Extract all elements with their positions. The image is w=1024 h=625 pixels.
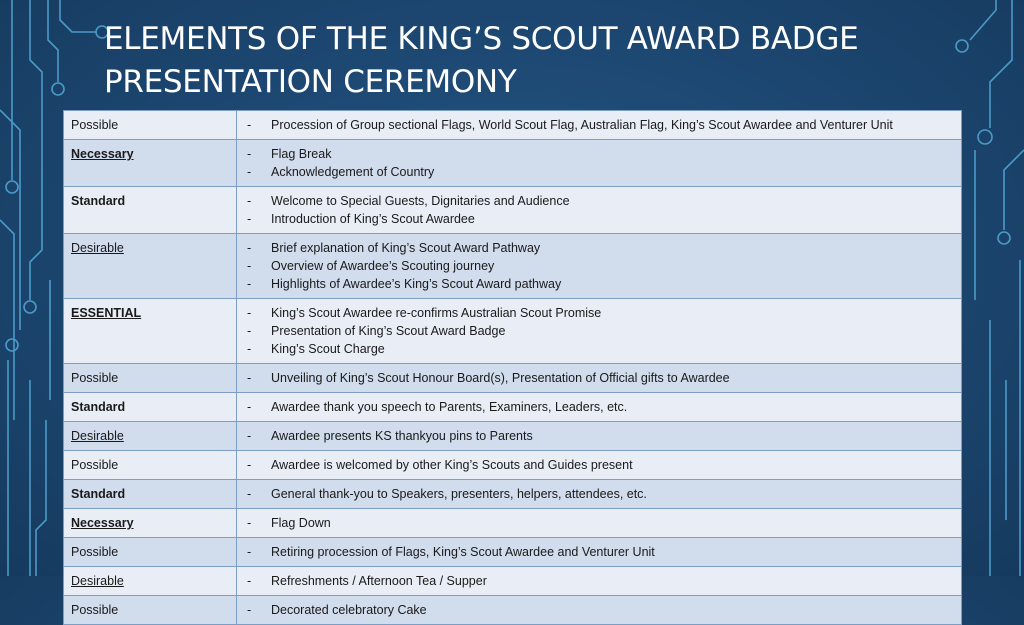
bullet-dash: -	[247, 165, 252, 179]
elements-cell	[237, 111, 962, 140]
bullet-dash: -	[247, 371, 252, 385]
priority-cell	[64, 451, 237, 480]
table-row	[64, 451, 962, 480]
element-text: Awardee thank you speech to Parents, Examiners, Leaders, etc.	[271, 400, 628, 414]
bullet-dash: -	[247, 194, 252, 208]
element-text: Refreshments / Afternoon Tea / Supper	[271, 574, 487, 588]
priority-cell	[64, 480, 237, 509]
element-text: Flag Break	[271, 147, 332, 161]
elements-cell	[237, 480, 962, 509]
priority-level: Necessary	[71, 516, 134, 530]
table-row	[64, 422, 962, 451]
title-line-2: PRESENTATION CEREMONY	[104, 64, 517, 100]
bullet-dash: -	[247, 487, 252, 501]
table-row	[64, 299, 962, 364]
priority-cell	[64, 393, 237, 422]
element-text: Unveiling of King’s Scout Honour Board(s), Presentation of Official gifts to Awardee	[271, 371, 730, 385]
bullet-dash: -	[247, 400, 252, 414]
bullet-dash: -	[247, 603, 252, 617]
elements-cell	[237, 451, 962, 480]
list-item	[244, 192, 954, 210]
table-row	[64, 509, 962, 538]
elements-cell	[237, 299, 962, 364]
bullet-dash: -	[247, 324, 252, 338]
priority-cell	[64, 140, 237, 187]
priority-cell	[64, 509, 237, 538]
element-text: General thank-you to Speakers, presenters, helpers, attendees, etc.	[271, 487, 647, 501]
table-row	[64, 538, 962, 567]
bullet-dash: -	[247, 147, 252, 161]
priority-level: Standard	[71, 400, 126, 414]
element-text: Brief explanation of King’s Scout Award Pathway	[271, 241, 541, 255]
list-item	[244, 572, 954, 590]
priority-cell	[64, 234, 237, 299]
list-item	[244, 456, 954, 474]
priority-level: Possible	[71, 371, 119, 385]
list-item	[244, 427, 954, 445]
bullet-dash: -	[247, 458, 252, 472]
elements-cell	[237, 538, 962, 567]
bullet-dash: -	[247, 277, 252, 291]
bullet-dash: -	[247, 574, 252, 588]
bullet-dash: -	[247, 342, 252, 356]
element-text: Awardee presents KS thankyou pins to Parents	[271, 429, 533, 443]
ceremony-elements-table	[63, 110, 962, 625]
list-item	[244, 514, 954, 532]
list-item	[244, 116, 954, 134]
list-item	[244, 275, 954, 293]
priority-level: Standard	[71, 194, 126, 208]
page-title	[104, 18, 984, 104]
list-item	[244, 210, 954, 228]
priority-level: Standard	[71, 487, 126, 501]
priority-cell	[64, 538, 237, 567]
list-item	[244, 304, 954, 322]
bullet-dash: -	[247, 516, 252, 530]
element-text: Flag Down	[271, 516, 331, 530]
element-text: Decorated celebratory Cake	[271, 603, 427, 617]
priority-level: Necessary	[71, 147, 134, 161]
priority-level: ESSENTIAL	[71, 306, 142, 320]
priority-level: Possible	[71, 118, 119, 132]
table-row	[64, 393, 962, 422]
bullet-dash: -	[247, 429, 252, 443]
list-item	[244, 398, 954, 416]
priority-cell	[64, 299, 237, 364]
element-text: Highlights of Awardee’s King’s Scout Award pathway	[271, 277, 562, 291]
element-text: Retiring procession of Flags, King’s Scout Awardee and Venturer Unit	[271, 545, 655, 559]
bullet-dash: -	[247, 241, 252, 255]
element-text: Awardee is welcomed by other King’s Scouts and Guides present	[271, 458, 633, 472]
bullet-dash: -	[247, 212, 252, 226]
priority-level: Desirable	[71, 241, 124, 255]
table-body	[64, 111, 962, 625]
priority-level: Possible	[71, 545, 119, 559]
elements-cell	[237, 567, 962, 596]
priority-cell	[64, 422, 237, 451]
table-row	[64, 567, 962, 596]
elements-cell	[237, 234, 962, 299]
priority-cell	[64, 187, 237, 234]
table-row	[64, 111, 962, 140]
priority-level: Desirable	[71, 574, 124, 588]
element-text: King’s Scout Awardee re-confirms Australian Scout Promise	[271, 306, 602, 320]
list-item	[244, 257, 954, 275]
elements-cell	[237, 364, 962, 393]
list-item	[244, 322, 954, 340]
element-text: Overview of Awardee’s Scouting journey	[271, 259, 495, 273]
priority-cell	[64, 567, 237, 596]
element-text: Procession of Group sectional Flags, World Scout Flag, Australian Flag, King’s Scout Awardee and Venturer Unit	[271, 118, 893, 132]
title-line-1: ELEMENTS OF THE KING’S SCOUT AWARD BADGE	[104, 21, 859, 57]
table-row	[64, 187, 962, 234]
priority-level: Possible	[71, 603, 119, 617]
list-item	[244, 485, 954, 503]
bullet-dash: -	[247, 118, 252, 132]
list-item	[244, 543, 954, 561]
table-row	[64, 596, 962, 625]
priority-level: Desirable	[71, 429, 124, 443]
priority-cell	[64, 364, 237, 393]
elements-cell	[237, 509, 962, 538]
bullet-dash: -	[247, 545, 252, 559]
table-row	[64, 480, 962, 509]
list-item	[244, 601, 954, 619]
bullet-dash: -	[247, 259, 252, 273]
elements-cell	[237, 187, 962, 234]
list-item	[244, 145, 954, 163]
element-text: Acknowledgement of Country	[271, 165, 435, 179]
element-text: Presentation of King’s Scout Award Badge	[271, 324, 506, 338]
elements-cell	[237, 140, 962, 187]
elements-cell	[237, 422, 962, 451]
list-item	[244, 239, 954, 257]
elements-cell	[237, 596, 962, 625]
bullet-dash: -	[247, 306, 252, 320]
table-row	[64, 364, 962, 393]
list-item	[244, 163, 954, 181]
priority-cell	[64, 111, 237, 140]
element-text: Introduction of King’s Scout Awardee	[271, 212, 475, 226]
list-item	[244, 369, 954, 387]
list-item	[244, 340, 954, 358]
element-text: Welcome to Special Guests, Dignitaries and Audience	[271, 194, 570, 208]
element-text: King’s Scout Charge	[271, 342, 385, 356]
priority-level: Possible	[71, 458, 119, 472]
elements-cell	[237, 393, 962, 422]
table-row	[64, 140, 962, 187]
priority-cell	[64, 596, 237, 625]
table-row	[64, 234, 962, 299]
